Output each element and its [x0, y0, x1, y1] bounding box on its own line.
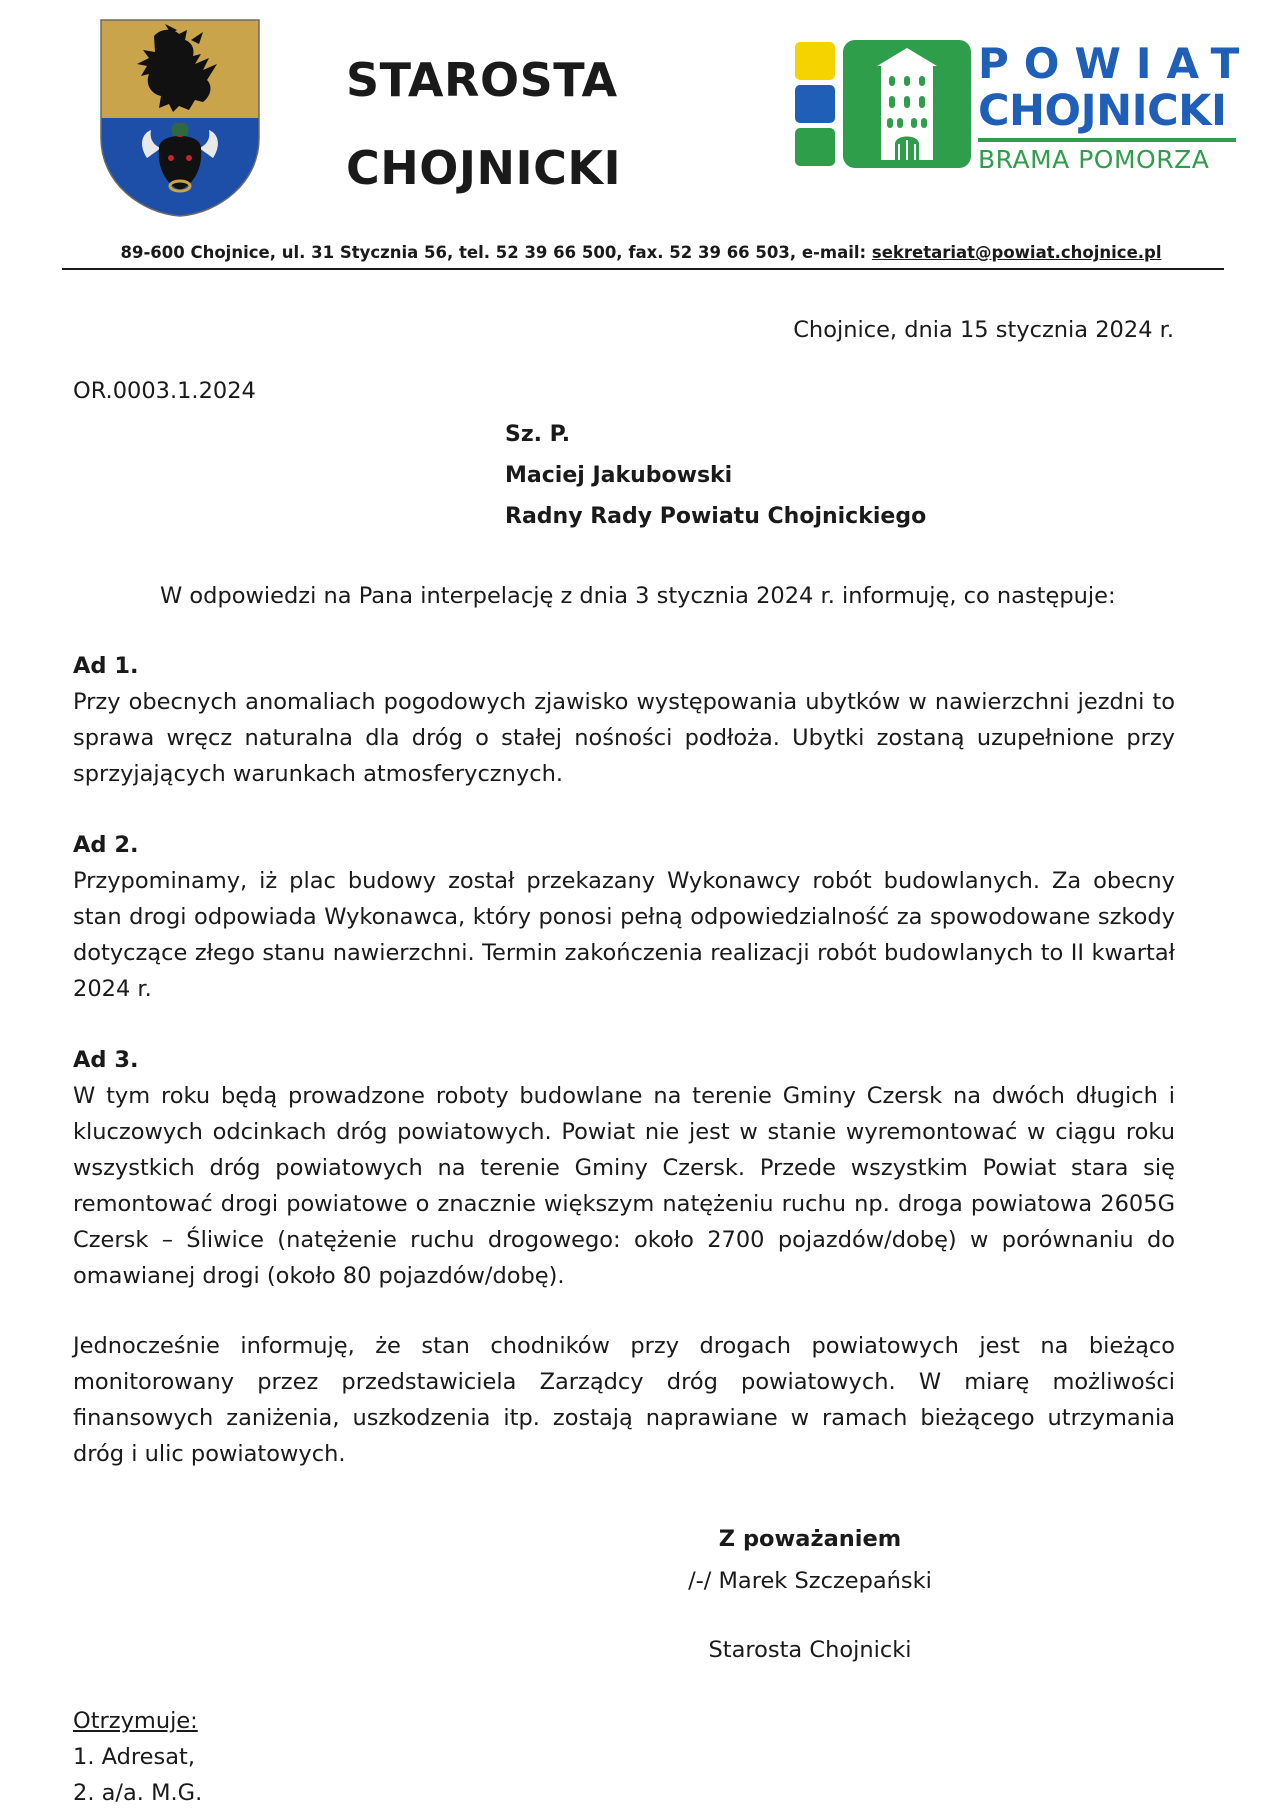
logo-square-yellow	[795, 42, 835, 80]
section-heading: Ad 2.	[73, 832, 139, 858]
recipient-name: Maciej Jakubowski	[505, 463, 733, 488]
email-link[interactable]: sekretariat@powiat.chojnice.pl	[871, 243, 1162, 262]
logo-powiat-text: POWIAT	[978, 39, 1255, 88]
recipient-block	[505, 414, 926, 537]
section-ad-3	[73, 1042, 1175, 1294]
letterhead-address	[62, 243, 1220, 262]
griffin-bull-crest-icon	[99, 18, 261, 218]
office-title-line2: CHOJNICKI	[346, 141, 622, 195]
gate-tower-icon	[843, 40, 971, 168]
section-ad-2	[73, 827, 1175, 1007]
section-body: W tym roku będą prowadzone roboty budowlane na terenie Gminy Czersk na dwóch długich i kluczowych odcinkach dróg powiatowych. Powiat nie jest w stanie wyremontować w ciągu roku wszystkich dróg powiatowych na terenie Gminy Czersk. Przede wszystkim Powiat stara się remontować drogi powiatowe o znacznie większym natężeniu ruchu np. droga powiatowa 2605G Czersk – Śliwice (natężenie ruchu drogowego: około 2700 pojazdów/dobę) w porównaniu do omawianej drogi (około 80 pojazdów/dobę).	[73, 1083, 1175, 1289]
powiat-chojnicki-logo	[795, 39, 1255, 174]
receivers-list	[73, 1703, 202, 1811]
receivers-heading: Otrzymuje:	[73, 1708, 198, 1734]
section-heading: Ad 3.	[73, 1047, 139, 1073]
receiver-item: 2. a/a. M.G.	[73, 1780, 203, 1806]
logo-square-blue	[795, 85, 835, 123]
closing-signature: /-/ Marek Szczepański	[688, 1568, 932, 1594]
recipient-salutation: Sz. P.	[505, 422, 571, 447]
section-ad-1	[73, 648, 1175, 792]
closing-regards: Z poważaniem	[718, 1526, 902, 1552]
section-body: Przy obecnych anomaliach pogodowych zjawisko występowania ubytków w nawierzchni jezdni to sprawa wręcz naturalna dla dróg o stałej nośności podłoża. Ubytki zostaną uzupełnione przy sprzyjających warunkach atmosferycznych.	[73, 689, 1175, 787]
logo-chojnicki-text: CHOJNICKI	[978, 86, 1227, 136]
logo-square-green	[795, 128, 835, 166]
receiver-item: 1. Adresat,	[73, 1744, 195, 1770]
logo-tagline: BRAMA POMORZA	[978, 145, 1210, 174]
reference-number: OR.0003.1.2024	[73, 378, 256, 404]
logo-wordmark	[978, 40, 1254, 175]
section-body: Przypominamy, iż plac budowy został przekazany Wykonawcy robót budowlanych. Za obecny stan drogi odpowiada Wykonawca, który ponosi pełną odpowiedzialność za spowodowane szkody dotyczące złego stanu nawierzchni. Termin zakończenia realizacji robót budowlanych to II kwartał 2024 r.	[73, 868, 1175, 1002]
office-title-line1: STAROSTA	[346, 53, 618, 107]
office-title	[346, 36, 646, 212]
recipient-role: Radny Rady Powiatu Chojnickiego	[505, 504, 927, 529]
letterhead-divider	[62, 268, 1224, 270]
closing-title: Starosta Chojnicki	[708, 1637, 912, 1663]
additional-body: Jednocześnie informuję, że stan chodników przy drogach powiatowych jest na bieżąco monitorowany przez przedstawiciela Zarządcy dróg powiatowych. W miarę możliwości finansowych zaniżenia, uszkodzenia itp. zostają naprawiane w ramach bieżącego utrzymania dróg i ulic powiatowych.	[73, 1333, 1175, 1467]
section-heading: Ad 1.	[73, 653, 139, 679]
letter-intro: W odpowiedzi na Pana interpelację z dnia 3 stycznia 2024 r. informuję, co następuje:	[160, 583, 1116, 609]
letter-date: Chojnice, dnia 15 stycznia 2024 r.	[793, 317, 1174, 343]
coat-of-arms-crest	[99, 18, 261, 218]
logo-color-squares	[795, 42, 837, 171]
additional-information	[73, 1328, 1175, 1472]
address-text: 89-600 Chojnice, ul. 31 Stycznia 56, tel. 52 39 66 500, fax. 52 39 66 503, e-mail:	[120, 243, 872, 262]
logo-divider	[978, 138, 1236, 142]
